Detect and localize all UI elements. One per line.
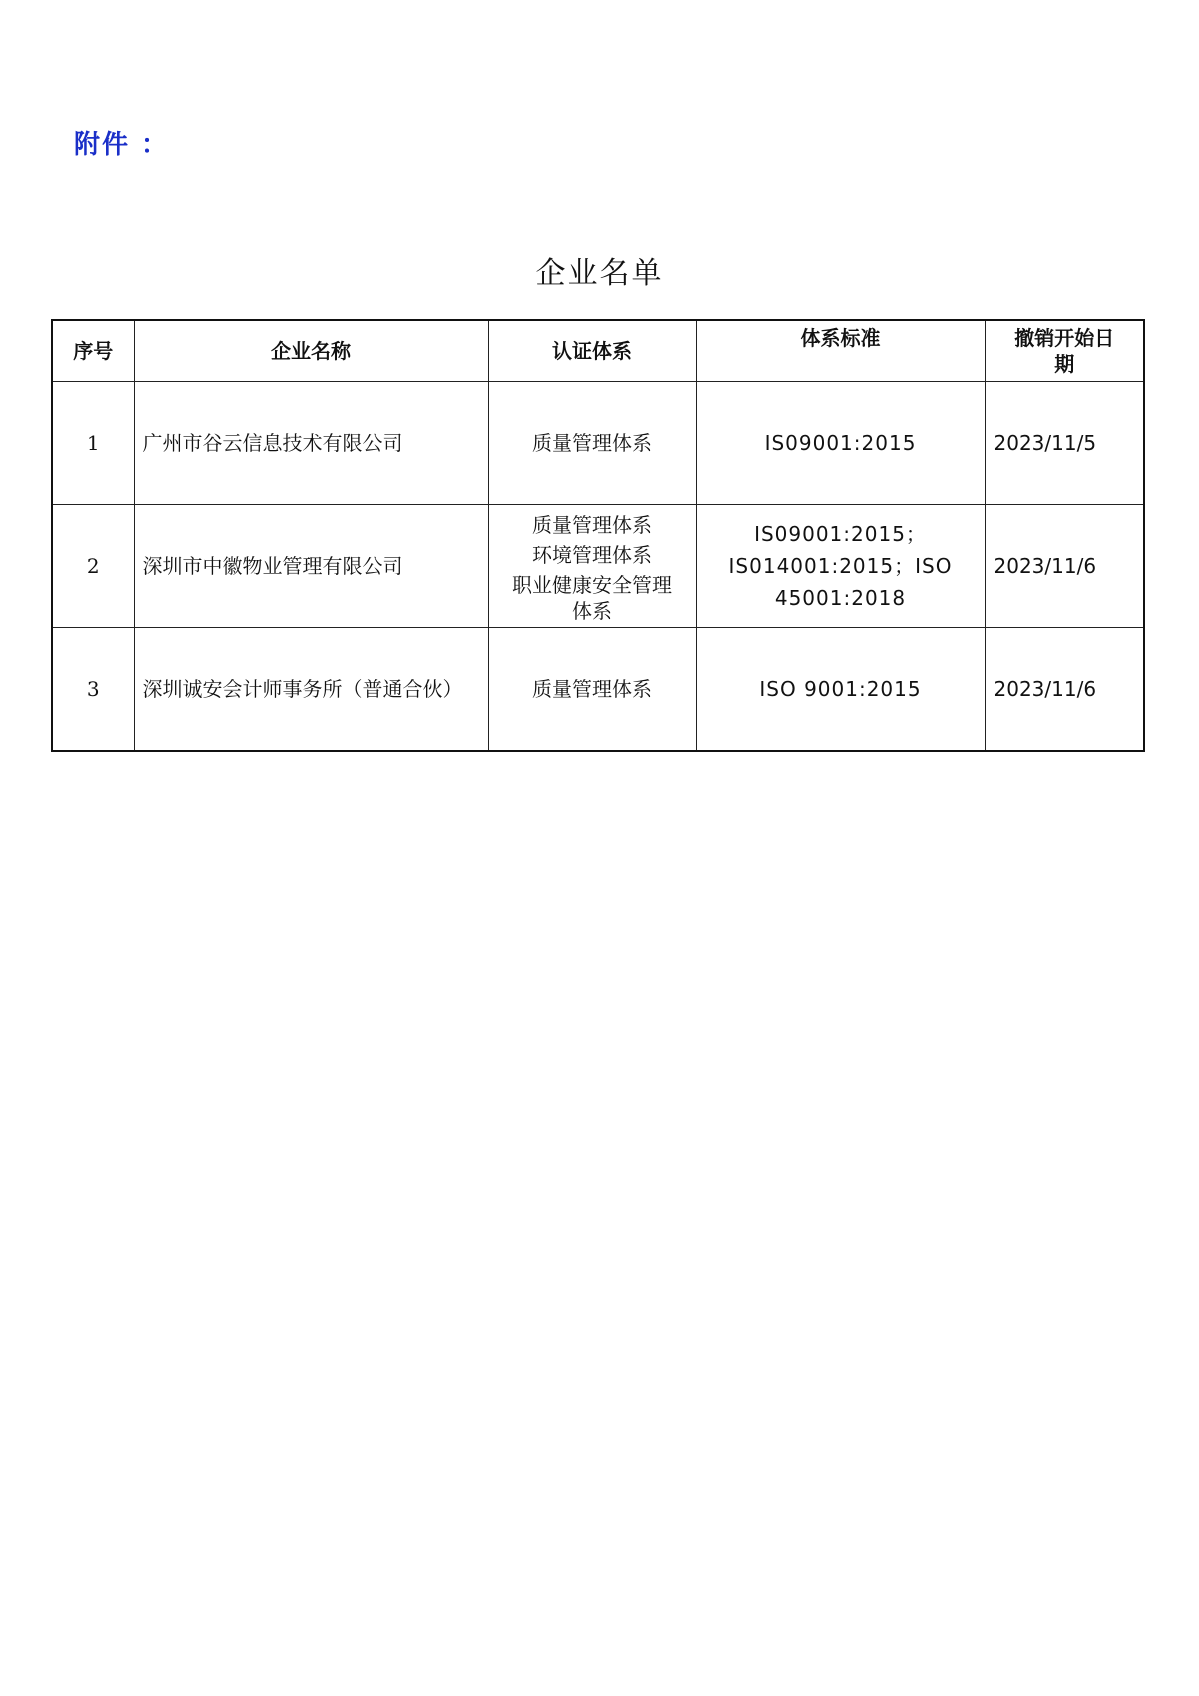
system-standard — [696, 505, 985, 628]
certification-system-line: 质量管理体系 — [532, 431, 652, 455]
company-name: 深圳诚安会计师事务所（普通合伙） — [134, 628, 488, 752]
certification-system-line: 体系 — [572, 599, 612, 623]
system-standard-line: IS09001:2015； — [754, 522, 927, 546]
revoke-date: 2023/11/5 — [985, 382, 1144, 505]
certification-system-line: 环境管理体系 — [532, 543, 652, 567]
table-row — [52, 628, 1144, 752]
system-standard-line: IS09001:2015 — [764, 431, 917, 455]
table-header-row — [52, 320, 1144, 382]
attachment-label: 附件 ： — [74, 130, 170, 160]
row-index: 2 — [52, 505, 134, 628]
row-index: 3 — [52, 628, 134, 752]
company-name: 深圳市中徽物业管理有限公司 — [134, 505, 488, 628]
certification-system-line: 质量管理体系 — [532, 677, 652, 701]
system-standard — [696, 628, 985, 752]
revoke-date: 2023/11/6 — [985, 505, 1144, 628]
system-standard-line: 45001:2018 — [774, 586, 907, 610]
certification-system-line: 职业健康安全管理 — [512, 573, 672, 597]
company-list-table — [51, 319, 1145, 752]
system-standard-line: IS014001:2015；ISO — [728, 554, 953, 578]
header-revoke-date-line1: 撤销开始日 — [1014, 326, 1115, 350]
header-revoke-date — [985, 320, 1144, 382]
company-name: 广州市谷云信息技术有限公司 — [134, 382, 488, 505]
row-index: 1 — [52, 382, 134, 505]
header-standard: 体系标准 — [696, 320, 985, 382]
system-standard-line: ISO 9001:2015 — [759, 677, 922, 701]
certification-system — [488, 628, 696, 752]
table-row — [52, 505, 1144, 628]
table-row — [52, 382, 1144, 505]
header-index: 序号 — [52, 320, 134, 382]
header-system: 认证体系 — [488, 320, 696, 382]
certification-system — [488, 382, 696, 505]
certification-system-line: 质量管理体系 — [532, 513, 652, 537]
system-standard — [696, 382, 985, 505]
revoke-date: 2023/11/6 — [985, 628, 1144, 752]
certification-system — [488, 505, 696, 628]
header-company: 企业名称 — [134, 320, 488, 382]
header-revoke-date-line2: 期 — [1054, 352, 1075, 376]
document-title: 企业名单 — [535, 256, 664, 291]
